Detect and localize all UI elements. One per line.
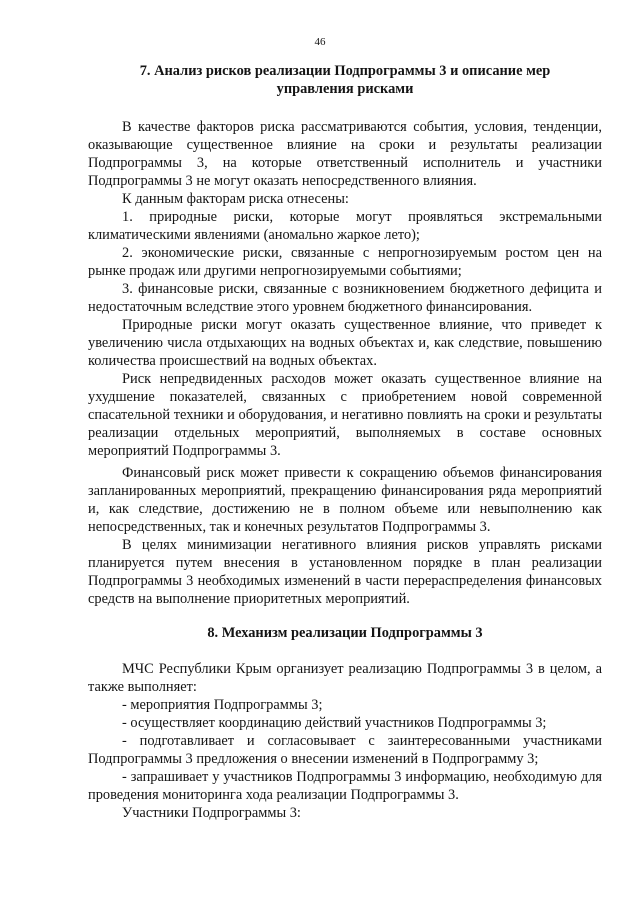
risk-item-financial: 3. финансовые риски, связанные с возникновением бюджетного дефицита и недостаточным вследствие этого уровнем бюджетного финансирования. [88,281,602,315]
financial-risk-paragraph: Финансовый риск может привести к сокращению объемов финансирования запланированных мероприятий, прекращению финансирования ряда мероприятий и, как следствие, достижению не в полном объеме или невыполнению как непосредственных, так и конечных результатов Подпрограммы 3. [88,465,602,535]
risk-mitigation-paragraph: В целях минимизации негативного влияния рисков управлять рисками планируется путем внесения в установленном порядке в план реализации Подпрограммы 3 необходимых изменений в части перераспределения финансовых средств на выполнение приоритетных мероприятий. [88,537,602,607]
section-7-title-line-1: 7. Анализ рисков реализации Подпрограммы 3 и описание мер [139,63,551,79]
natural-risk-paragraph: Природные риски могут оказать существенное влияние, что приведет к увеличению числа отдыхающих на водных объектах и, как следствие, повышению количества происшествий на водных объектах. [88,317,602,369]
risk-factors-intro-paragraph: В качестве факторов риска рассматриваются события, условия, тенденции, оказывающие существенное влияние на сроки и результаты реализации Подпрограммы 3, на которые ответственный исполнитель и участники Подпрограммы 3 не могут оказать непосредственного влияния. [88,119,602,189]
risk-item-natural: 1. природные риски, которые могут проявляться экстремальными климатическими явлениями (аномально жаркое лето); [88,209,602,243]
duty-item-proposals: - подготавливает и согласовывает с заинтересованными участниками Подпрограммы 3 предложения о внесении изменений в Подпрограмму 3; [88,733,602,767]
duty-item-measures: - мероприятия Подпрограммы 3; [122,697,323,713]
page-content [88,62,602,822]
section-8-title: 8. Механизм реализации Подпрограммы 3 [207,625,483,641]
duty-item-coordination: - осуществляет координацию действий участников Подпрограммы 3; [122,715,547,731]
risk-factors-list-heading: К данным факторам риска отнесены: [122,191,349,207]
mchs-organizes-paragraph: МЧС Республики Крым организует реализацию Подпрограммы 3 в целом, а также выполняет: [88,661,602,695]
unforeseen-expenses-paragraph: Риск непредвиденных расходов может оказать существенное влияние на ухудшение показателей, связанных с приобретением новой современной спасательной техники и оборудования, и негативно повлиять на сроки и результаты реализации отдельных мероприятий, выполняемых в составе основных мероприятий Подпрограммы 3. [88,371,602,459]
page-number: 46 [314,36,326,48]
risk-item-economic: 2. экономические риски, связанные с непрогнозируемым ростом цен на рынке продаж или другими непрогнозируемыми событиями; [88,245,602,279]
section-7-title-line-2: управления рисками [276,81,414,97]
duty-item-monitoring: - запрашивает у участников Подпрограммы 3 информацию, необходимую для проведения мониторинга хода реализации Подпрограммы 3. [88,769,602,803]
participants-heading: Участники Подпрограммы 3: [122,805,301,821]
section-7-title [88,62,602,98]
